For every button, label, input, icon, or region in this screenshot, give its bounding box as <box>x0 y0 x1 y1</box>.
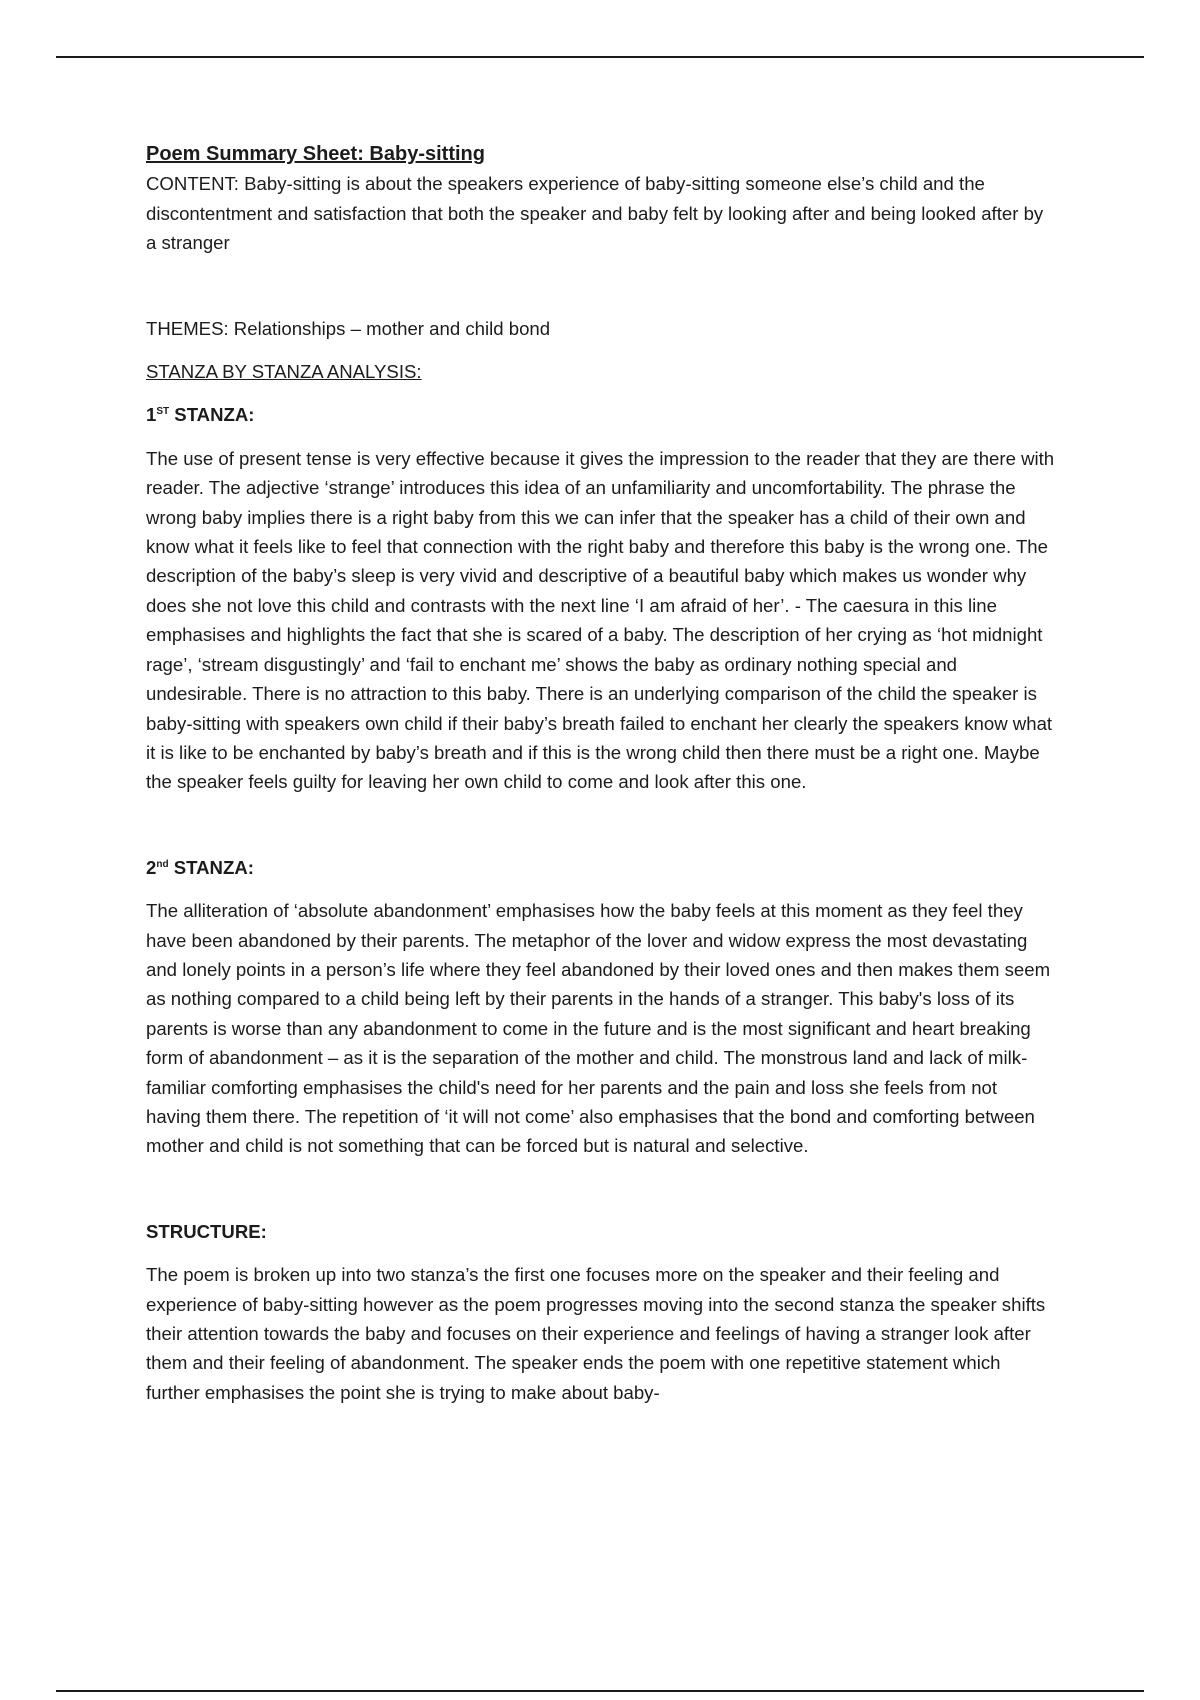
stanza-2-number: 2 <box>146 856 157 878</box>
structure-heading: STRUCTURE: <box>146 1220 267 1242</box>
stanza-1-superscript: ST <box>156 406 170 418</box>
themes-line: THEMES: Relationships – mother and child bond <box>146 317 551 339</box>
stanza-2-superscript: nd <box>156 858 169 870</box>
page-title: Poem Summary Sheet: Baby-sitting <box>146 143 485 165</box>
content-paragraph: CONTENT: Baby-sitting is about the speakers experience of baby-sitting someone else’s child and the discontentment and satisfaction that both the speaker and baby felt by looking after and being looked after by a stranger <box>146 173 1044 254</box>
stanza-2-paragraph: The alliteration of ‘absolute abandonment’ emphasises how the baby feels at this moment as they feel they have been abandoned by their parents. The metaphor of the lover and widow express the most devastating and lonely points in a person’s life where they feel abandoned by their loved ones and then makes them seem as nothing compared to a child being left by their parents in the hands of a stranger. This baby's loss of its parents is worse than any abandonment to come in the future and is the most significant and heart breaking form of abandonment – as it is the separation of the mother and child. The monstrous land and lack of milk-familiar comforting emphasises the child's need for her parents and the pain and loss she feels from not having them there. The repetition of ‘it will not come’ also emphasises that the bond and comforting between mother and child is not something that can be forced but is natural and selective. <box>146 900 1051 1157</box>
structure-paragraph: The poem is broken up into two stanza’s the first one focuses more on the speaker and their feeling and experience of baby-sitting however as the poem progresses moving into the second stanza the speaker shifts their attention towards the baby and focuses on their experience and feelings of having a stranger look after them and their feeling of abandonment. The speaker ends the poem with one repetitive statement which further emphasises the point she is trying to make about baby- <box>146 1264 1046 1403</box>
stanza-2-label: STANZA: <box>168 856 254 878</box>
header-rule <box>56 56 1144 58</box>
stanza-1-paragraph: The use of present tense is very effective because it gives the impression to the reader that they are there with reader. The adjective ‘strange’ introduces this idea of an unfamiliarity and uncomfortability. The phrase the wrong baby implies there is a right baby from this we can infer that the speaker has a child of their own and know what it feels like to feel that connection with the right baby and therefore this baby is the wrong one. The description of the baby’s sleep is very vivid and descriptive of a beautiful baby which makes us wonder why does she not love this child and contrasts with the next line ‘I am afraid of her’. - The caesura in this line emphasises and highlights the fact that she is scared of a baby. The description of her crying as ‘hot midnight rage’, ‘stream disgustingly’ and ‘fail to enchant me’ shows the baby as ordinary nothing special and undesirable. There is no attraction to this baby. There is an underlying comparison of the child the speaker is baby-sitting with speakers own child if their baby’s breath failed to enchant her clearly the speakers know what it is like to be enchanted by baby’s breath and if this is the wrong child then there must be a right one. Maybe the speaker feels guilty for leaving her own child to come and look after this one. <box>146 447 1055 793</box>
stanza-2-heading <box>146 853 1056 882</box>
stanza-1-heading <box>146 400 1056 429</box>
stanza-1-label: STANZA: <box>169 404 255 426</box>
document-body <box>146 140 1056 1407</box>
stanza-1-number: 1 <box>146 404 157 426</box>
footer-rule <box>56 1690 1144 1692</box>
analysis-heading: STANZA BY STANZA ANALYSIS: <box>146 361 422 383</box>
